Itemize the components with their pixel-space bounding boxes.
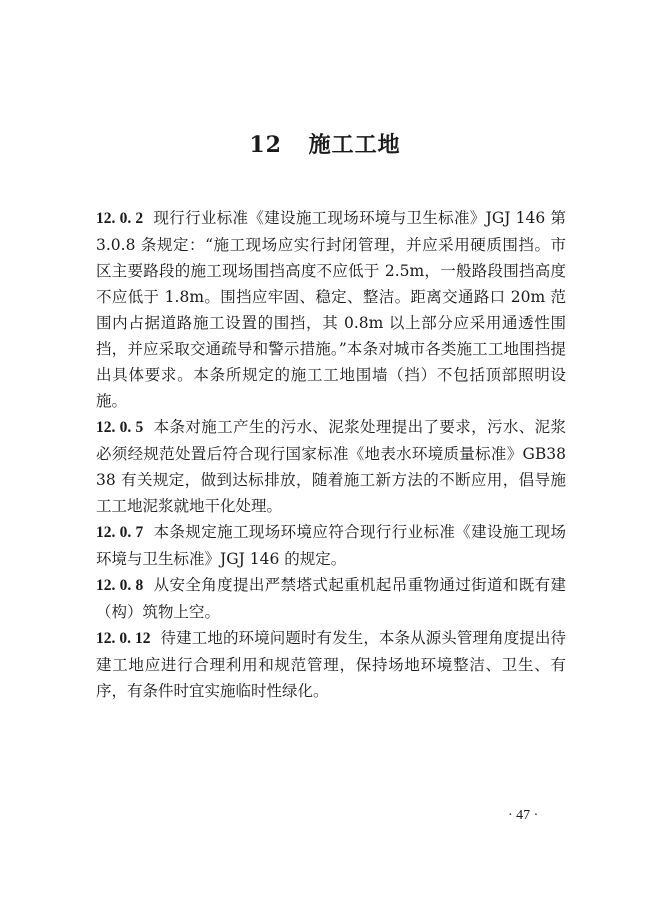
clause-12-0-2 xyxy=(96,205,566,414)
page-number: · 47 · xyxy=(508,808,539,823)
clause-12-0-5 xyxy=(96,414,566,519)
chapter-title xyxy=(0,128,650,159)
clause-12-0-7 xyxy=(96,519,566,572)
clause-text: 本条对施工产生的污水、泥浆处理提出了要求，污水、泥浆必须经规范处置后符合现行国家标准《地表水环境质量标准》GB3838 有关规定，做到达标排放，随着施工新方法的不断应用，倡导施工工地泥浆就地干化处理。 xyxy=(96,418,566,515)
clause-text: 本条规定施工现场环境应符合现行行业标准《建设施工现场环境与卫生标准》JGJ 146 的规定。 xyxy=(96,523,566,568)
clause-number: 12. 0. 5 xyxy=(96,419,144,436)
clause-12-0-12 xyxy=(96,625,566,704)
chapter-number: 12 xyxy=(249,132,282,158)
clause-number: 12. 0. 8 xyxy=(96,577,144,594)
clause-text: 从安全角度提出严禁塔式起重机起吊重物通过街道和既有建（构）筑物上空。 xyxy=(96,576,566,621)
clause-text: 待建工地的环境问题时有发生，本条从源头管理角度提出待建工地应进行合理利用和规范管理，保持场地环境整洁、卫生、有序，有条件时宜实施临时性绿化。 xyxy=(96,629,566,700)
clause-number: 12. 0. 7 xyxy=(96,524,144,541)
clause-number: 12. 0. 2 xyxy=(96,210,144,227)
clause-list xyxy=(96,205,566,704)
clause-number: 12. 0. 12 xyxy=(96,630,151,647)
chapter-name: 施工工地 xyxy=(308,132,401,158)
clause-12-0-8 xyxy=(96,572,566,625)
clause-text: 现行行业标准《建设施工现场环境与卫生标准》JGJ 146 第 3.0.8 条规定：“施工现场应实行封闭管理，并应采用硬质围挡。市区主要路段的施工现场围挡高度不应低于 2.5m，一般路段围挡高度不应低于 1.8m。围挡应牢固、稳定、整洁。距离交通路口 20m 范围内占据道路施工设置的围挡，其 0.8m 以上部分应采用通透性围挡，并应采取交通疏导和警示措施。”本条对城市各类施工工地围挡提出具体要求。本条所规定的施工工地围墙（挡）不包括顶部照明设施。 xyxy=(96,209,567,410)
